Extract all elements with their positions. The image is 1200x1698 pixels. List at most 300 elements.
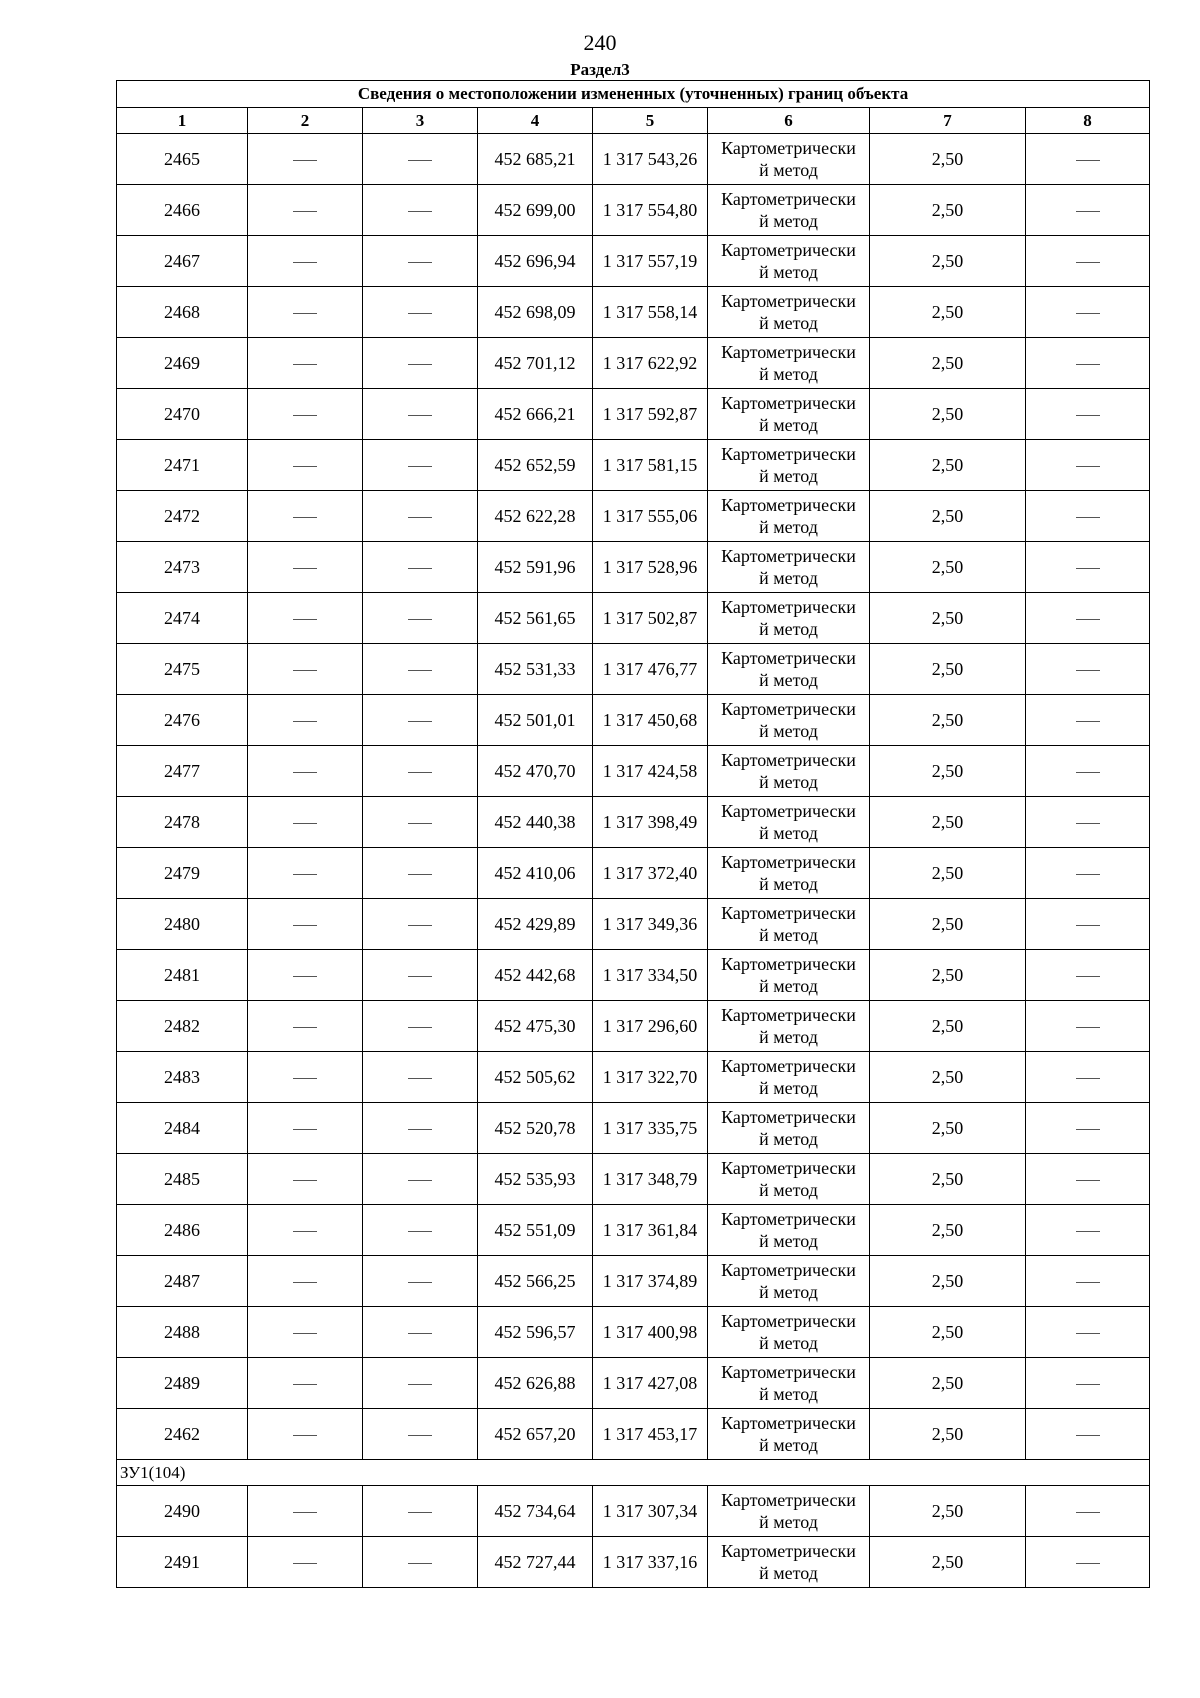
method-cell [708,1409,870,1460]
dash-mark [408,364,432,365]
method-cell [708,491,870,542]
empty-value-dash [248,1103,363,1154]
coordinate-x: 452 535,93 [478,1154,593,1205]
empty-value-dash [1026,338,1150,389]
coordinate-y: 1 317 450,68 [593,695,708,746]
method-text-line2: й метод [759,1563,818,1583]
method-cell [708,1486,870,1537]
point-number: 2469 [117,338,248,389]
table-row [117,1001,1150,1052]
dash-mark [293,1333,317,1334]
coordinate-y: 1 317 557,19 [593,236,708,287]
method-cell [708,1256,870,1307]
method-text-line1: Картометрически [721,138,856,158]
empty-value-dash [363,950,478,1001]
empty-value-dash [1026,134,1150,185]
method-cell [708,338,870,389]
coordinate-y: 1 317 558,14 [593,287,708,338]
method-cell [708,1205,870,1256]
accuracy-value: 2,50 [870,1307,1026,1358]
method-cell [708,287,870,338]
empty-value-dash [1026,1154,1150,1205]
method-text-line1: Картометрически [721,750,856,770]
dash-mark [293,670,317,671]
dash-mark [408,313,432,314]
dash-mark [293,1180,317,1181]
method-text-line1: Картометрически [721,1413,856,1433]
empty-value-dash [363,644,478,695]
point-number: 2462 [117,1409,248,1460]
empty-value-dash [1026,1486,1150,1537]
method-text-line2: й метод [759,262,818,282]
group-label: ЗУ1(104) [117,1460,1150,1486]
point-number: 2482 [117,1001,248,1052]
dash-mark [293,1435,317,1436]
point-number: 2490 [117,1486,248,1537]
column-number: 1 [117,108,248,134]
method-text-line1: Картометрически [721,1362,856,1382]
empty-value-dash [363,746,478,797]
empty-value-dash [1026,593,1150,644]
empty-value-dash [1026,746,1150,797]
dash-mark [408,262,432,263]
accuracy-value: 2,50 [870,1537,1026,1588]
empty-value-dash [363,134,478,185]
empty-value-dash [248,1409,363,1460]
coordinate-x: 452 551,09 [478,1205,593,1256]
empty-value-dash [248,1307,363,1358]
method-text-line2: й метод [759,211,818,231]
method-cell [708,797,870,848]
accuracy-value: 2,50 [870,695,1026,746]
dash-mark [293,568,317,569]
empty-value-dash [363,1052,478,1103]
table-row [117,287,1150,338]
coordinate-x: 452 470,70 [478,746,593,797]
method-text-line2: й метод [759,160,818,180]
dash-mark [293,823,317,824]
dash-mark [408,568,432,569]
method-text-line1: Картометрически [721,189,856,209]
method-cell [708,1154,870,1205]
table-row [117,1103,1150,1154]
dash-mark [1076,976,1100,977]
dash-mark [293,1078,317,1079]
coordinate-y: 1 317 335,75 [593,1103,708,1154]
accuracy-value: 2,50 [870,644,1026,695]
empty-value-dash [1026,542,1150,593]
dash-mark [408,415,432,416]
point-number: 2476 [117,695,248,746]
coordinate-y: 1 317 307,34 [593,1486,708,1537]
method-cell [708,542,870,593]
method-text-line1: Картометрически [721,597,856,617]
empty-value-dash [363,899,478,950]
method-text-line2: й метод [759,568,818,588]
dash-mark [1076,670,1100,671]
method-cell [708,1537,870,1588]
empty-value-dash [248,389,363,440]
method-cell [708,134,870,185]
coordinates-table [116,80,1150,1588]
coordinate-x: 452 622,28 [478,491,593,542]
point-number: 2467 [117,236,248,287]
empty-value-dash [248,1358,363,1409]
table-row [117,797,1150,848]
coordinate-x: 452 596,57 [478,1307,593,1358]
point-number: 2474 [117,593,248,644]
coordinate-x: 452 531,33 [478,644,593,695]
empty-value-dash [363,848,478,899]
coordinate-x: 452 696,94 [478,236,593,287]
empty-value-dash [248,950,363,1001]
table-title: Сведения о местоположении измененных (уточненных) границ объекта [117,81,1150,108]
method-text-line1: Картометрически [721,1209,856,1229]
empty-value-dash [1026,1307,1150,1358]
empty-value-dash [363,1103,478,1154]
point-number: 2479 [117,848,248,899]
accuracy-value: 2,50 [870,1358,1026,1409]
dash-mark [293,211,317,212]
accuracy-value: 2,50 [870,1052,1026,1103]
dash-mark [408,1231,432,1232]
method-text-line2: й метод [759,1231,818,1251]
coordinate-y: 1 317 337,16 [593,1537,708,1588]
coordinate-y: 1 317 476,77 [593,644,708,695]
dash-mark [408,1180,432,1181]
empty-value-dash [363,338,478,389]
table-row [117,899,1150,950]
point-number: 2491 [117,1537,248,1588]
coordinate-x: 452 698,09 [478,287,593,338]
dash-mark [293,1282,317,1283]
method-text-line1: Картометрически [721,495,856,515]
table-row [117,1409,1150,1460]
coordinate-y: 1 317 622,92 [593,338,708,389]
accuracy-value: 2,50 [870,236,1026,287]
dash-mark [1076,364,1100,365]
dash-mark [293,1563,317,1564]
dash-mark [1076,1129,1100,1130]
coordinate-y: 1 317 581,15 [593,440,708,491]
method-text-line1: Картометрически [721,1158,856,1178]
empty-value-dash [248,797,363,848]
table-row [117,1537,1150,1588]
empty-value-dash [1026,1256,1150,1307]
column-number: 3 [363,108,478,134]
dash-mark [1076,721,1100,722]
empty-value-dash [1026,899,1150,950]
empty-value-dash [248,440,363,491]
method-cell [708,593,870,644]
table-row [117,185,1150,236]
section-title: Раздел3 [570,60,630,79]
accuracy-value: 2,50 [870,1154,1026,1205]
method-text-line2: й метод [759,823,818,843]
accuracy-value: 2,50 [870,1486,1026,1537]
method-cell [708,1052,870,1103]
method-text-line2: й метод [759,466,818,486]
method-text-line2: й метод [759,1027,818,1047]
dash-mark [1076,772,1100,773]
dash-mark [1076,925,1100,926]
accuracy-value: 2,50 [870,287,1026,338]
coordinate-x: 452 666,21 [478,389,593,440]
dash-mark [293,517,317,518]
column-number: 6 [708,108,870,134]
coordinate-x: 452 561,65 [478,593,593,644]
table-row [117,389,1150,440]
empty-value-dash [1026,950,1150,1001]
empty-value-dash [363,797,478,848]
accuracy-value: 2,50 [870,848,1026,899]
method-text-line1: Картометрически [721,699,856,719]
method-cell [708,1307,870,1358]
coordinate-x: 452 520,78 [478,1103,593,1154]
empty-value-dash [248,338,363,389]
empty-value-dash [248,899,363,950]
method-text-line2: й метод [759,1435,818,1455]
dash-mark [293,466,317,467]
coordinate-y: 1 317 348,79 [593,1154,708,1205]
coordinate-x: 452 657,20 [478,1409,593,1460]
method-text-line2: й метод [759,1180,818,1200]
dash-mark [408,925,432,926]
dash-mark [1076,1231,1100,1232]
table-row [117,1205,1150,1256]
point-number: 2484 [117,1103,248,1154]
dash-mark [408,466,432,467]
coordinate-x: 452 701,12 [478,338,593,389]
point-number: 2483 [117,1052,248,1103]
coordinate-x: 452 727,44 [478,1537,593,1588]
page-number: 240 [583,30,617,55]
dash-mark [1076,619,1100,620]
coordinate-x: 452 442,68 [478,950,593,1001]
coordinate-y: 1 317 400,98 [593,1307,708,1358]
method-cell [708,695,870,746]
empty-value-dash [248,1486,363,1537]
coordinate-y: 1 317 334,50 [593,950,708,1001]
dash-mark [293,976,317,977]
table-row [117,1486,1150,1537]
coordinate-x: 452 501,01 [478,695,593,746]
coordinate-y: 1 317 427,08 [593,1358,708,1409]
dash-mark [293,1129,317,1130]
table-row [117,491,1150,542]
empty-value-dash [363,695,478,746]
dash-mark [408,211,432,212]
empty-value-dash [363,1154,478,1205]
dash-mark [1076,568,1100,569]
table-row [117,440,1150,491]
method-text-line1: Картометрически [721,240,856,260]
empty-value-dash [363,491,478,542]
table-row [117,1358,1150,1409]
method-cell [708,848,870,899]
accuracy-value: 2,50 [870,542,1026,593]
coordinate-y: 1 317 554,80 [593,185,708,236]
empty-value-dash [248,746,363,797]
coordinate-y: 1 317 296,60 [593,1001,708,1052]
coordinate-y: 1 317 322,70 [593,1052,708,1103]
empty-value-dash [1026,185,1150,236]
dash-mark [1076,1333,1100,1334]
empty-value-dash [248,542,363,593]
empty-value-dash [363,1256,478,1307]
table-row [117,593,1150,644]
table-row [117,542,1150,593]
method-text-line2: й метод [759,1512,818,1532]
empty-value-dash [248,1052,363,1103]
coordinate-x: 452 652,59 [478,440,593,491]
empty-value-dash [363,1205,478,1256]
method-text-line1: Картометрически [721,648,856,668]
dash-mark [1076,1512,1100,1513]
dash-mark [408,1027,432,1028]
empty-value-dash [248,287,363,338]
point-number: 2472 [117,491,248,542]
table-row [117,1052,1150,1103]
dash-mark [293,364,317,365]
method-text-line1: Картометрически [721,546,856,566]
coordinate-x: 452 699,00 [478,185,593,236]
dash-mark [408,1435,432,1436]
method-text-line2: й метод [759,772,818,792]
dash-mark [1076,415,1100,416]
table-row [117,1154,1150,1205]
empty-value-dash [363,593,478,644]
empty-value-dash [248,1001,363,1052]
method-text-line1: Картометрически [721,852,856,872]
empty-value-dash [1026,1537,1150,1588]
column-number: 8 [1026,108,1150,134]
accuracy-value: 2,50 [870,1205,1026,1256]
empty-value-dash [363,1001,478,1052]
empty-value-dash [363,1537,478,1588]
column-number: 4 [478,108,593,134]
table-row [117,134,1150,185]
method-cell [708,644,870,695]
method-text-line1: Картометрически [721,1005,856,1025]
empty-value-dash [363,389,478,440]
accuracy-value: 2,50 [870,1256,1026,1307]
method-text-line1: Картометрически [721,1107,856,1127]
point-number: 2481 [117,950,248,1001]
coordinate-y: 1 317 398,49 [593,797,708,848]
accuracy-value: 2,50 [870,746,1026,797]
dash-mark [1076,823,1100,824]
column-number: 7 [870,108,1026,134]
method-text-line2: й метод [759,364,818,384]
method-text-line2: й метод [759,1384,818,1404]
method-text-line2: й метод [759,1129,818,1149]
column-number-row [117,108,1150,134]
empty-value-dash [248,593,363,644]
method-cell [708,899,870,950]
coordinate-x: 452 410,06 [478,848,593,899]
point-number: 2487 [117,1256,248,1307]
empty-value-dash [1026,1358,1150,1409]
dash-mark [293,925,317,926]
dash-mark [1076,1282,1100,1283]
empty-value-dash [363,1409,478,1460]
method-text-line1: Картометрически [721,1260,856,1280]
method-cell [708,746,870,797]
accuracy-value: 2,50 [870,1001,1026,1052]
dash-mark [408,517,432,518]
empty-value-dash [1026,1103,1150,1154]
dash-mark [408,1563,432,1564]
dash-mark [293,721,317,722]
method-text-line2: й метод [759,619,818,639]
accuracy-value: 2,50 [870,440,1026,491]
method-cell [708,185,870,236]
dash-mark [408,619,432,620]
dash-mark [293,772,317,773]
point-number: 2475 [117,644,248,695]
method-cell [708,1001,870,1052]
dash-mark [408,823,432,824]
group-row [117,1460,1150,1486]
method-text-line1: Картометрически [721,801,856,821]
dash-mark [1076,874,1100,875]
method-text-line2: й метод [759,415,818,435]
dash-mark [408,1384,432,1385]
empty-value-dash [1026,797,1150,848]
point-number: 2468 [117,287,248,338]
dash-mark [293,160,317,161]
accuracy-value: 2,50 [870,950,1026,1001]
coordinate-y: 1 317 349,36 [593,899,708,950]
dash-mark [1076,1435,1100,1436]
dash-mark [408,670,432,671]
accuracy-value: 2,50 [870,899,1026,950]
empty-value-dash [1026,1409,1150,1460]
dash-mark [408,1512,432,1513]
dash-mark [293,313,317,314]
accuracy-value: 2,50 [870,1103,1026,1154]
point-number: 2486 [117,1205,248,1256]
method-text-line1: Картометрически [721,1311,856,1331]
method-cell [708,1103,870,1154]
dash-mark [1076,211,1100,212]
dash-mark [408,1078,432,1079]
empty-value-dash [248,1537,363,1588]
dash-mark [408,874,432,875]
method-text-line1: Картометрически [721,1056,856,1076]
empty-value-dash [363,236,478,287]
method-text-line2: й метод [759,517,818,537]
method-text-line2: й метод [759,1282,818,1302]
dash-mark [293,1512,317,1513]
empty-value-dash [248,236,363,287]
empty-value-dash [363,1486,478,1537]
empty-value-dash [363,542,478,593]
accuracy-value: 2,50 [870,797,1026,848]
method-text-line2: й метод [759,721,818,741]
empty-value-dash [248,134,363,185]
accuracy-value: 2,50 [870,491,1026,542]
empty-value-dash [363,1307,478,1358]
method-text-line1: Картометрически [721,954,856,974]
accuracy-value: 2,50 [870,134,1026,185]
coordinate-x: 452 440,38 [478,797,593,848]
accuracy-value: 2,50 [870,593,1026,644]
dash-mark [293,1231,317,1232]
table-row [117,1307,1150,1358]
accuracy-value: 2,50 [870,1409,1026,1460]
